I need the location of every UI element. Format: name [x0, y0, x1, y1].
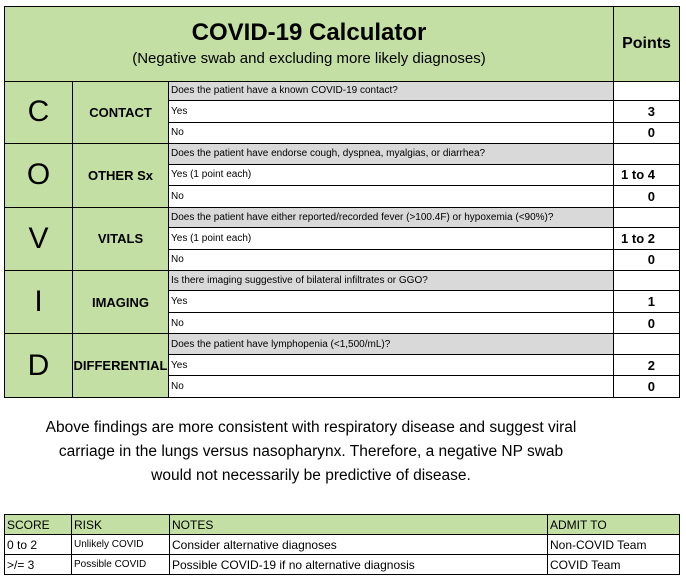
points-no-other-sx: 0	[614, 186, 680, 207]
question-points-blank	[614, 334, 680, 354]
option-yes-differential: Yes	[169, 354, 614, 375]
question-imaging: Is there imaging suggestive of bilateral infiltrates or GGO?	[169, 271, 614, 291]
category-contact: CONTACT	[73, 81, 169, 143]
category-other-sx: OTHER Sx	[73, 144, 169, 207]
notes-header: NOTES	[170, 515, 548, 535]
points-yes-vitals: 1 to 2	[614, 228, 680, 249]
category-differential: DIFFERENTIAL	[73, 334, 169, 398]
question-contact: Does the patient have a known COVID-19 contact?	[169, 81, 614, 100]
question-vitals: Does the patient have either reported/recorded fever (>100.4F) or hypoxemia (<90%)?	[169, 207, 614, 227]
table-row	[5, 535, 680, 555]
category-vitals: VITALS	[73, 207, 169, 270]
letter-v: V	[5, 207, 73, 270]
points-yes-imaging: 1	[614, 291, 680, 312]
option-yes-vitals: Yes (1 point each)	[169, 228, 614, 249]
points-no-contact: 0	[614, 122, 680, 143]
score-cell: 0 to 2	[5, 535, 72, 555]
category-imaging: IMAGING	[73, 271, 169, 334]
title-cell	[5, 7, 614, 82]
question-other-sx: Does the patient have endorse cough, dyspnea, myalgias, or diarrhea?	[169, 144, 614, 164]
letter-i: I	[5, 271, 73, 334]
explanatory-note	[4, 416, 618, 488]
points-yes-contact: 3	[614, 101, 680, 122]
page-title: COVID-19 Calculator	[191, 18, 427, 46]
points-no-vitals: 0	[614, 249, 680, 270]
option-no-other-sx: No	[169, 186, 614, 207]
points-yes-differential: 2	[614, 354, 680, 375]
admit-cell: Non-COVID Team	[548, 535, 680, 555]
option-no-imaging: No	[169, 312, 614, 333]
notes-cell: Possible COVID-19 if no alternative diagnosis	[170, 555, 548, 575]
note-line: Above findings are more consistent with respiratory disease and suggest viral	[45, 419, 577, 436]
option-no-vitals: No	[169, 249, 614, 270]
covid-calculator-table	[4, 6, 680, 398]
note-line: carriage in the lungs versus nasopharynx. Therefore, a negative NP swab	[58, 443, 564, 460]
risk-cell: Unlikely COVID	[72, 535, 170, 555]
notes-cell: Consider alternative diagnoses	[170, 535, 548, 555]
risk-header: RISK	[72, 515, 170, 535]
question-points-blank	[614, 81, 680, 100]
points-yes-other-sx: 1 to 4	[614, 164, 680, 185]
option-yes-other-sx: Yes (1 point each)	[169, 164, 614, 185]
score-cell: >/= 3	[5, 555, 72, 575]
question-differential: Does the patient have lymphopenia (<1,500/mL)?	[169, 334, 614, 354]
score-header: SCORE	[5, 515, 72, 535]
points-no-imaging: 0	[614, 312, 680, 333]
option-yes-contact: Yes	[169, 101, 614, 122]
question-points-blank	[614, 271, 680, 291]
points-header: Points	[614, 7, 680, 82]
note-line: would not necessarily be predictive of disease.	[151, 467, 471, 484]
letter-o: O	[5, 144, 73, 207]
page-subtitle: (Negative swab and excluding more likely diagnoses)	[132, 49, 486, 67]
letter-c: C	[5, 81, 73, 143]
points-no-differential: 0	[614, 376, 680, 398]
letter-d: D	[5, 334, 73, 398]
table-row	[5, 555, 680, 575]
option-no-contact: No	[169, 122, 614, 143]
question-points-blank	[614, 207, 680, 227]
score-table	[4, 514, 680, 575]
admit-to-header: ADMIT TO	[548, 515, 680, 535]
option-no-differential: No	[169, 376, 614, 398]
option-yes-imaging: Yes	[169, 291, 614, 312]
question-points-blank	[614, 144, 680, 164]
risk-cell: Possible COVID	[72, 555, 170, 575]
admit-cell: COVID Team	[548, 555, 680, 575]
